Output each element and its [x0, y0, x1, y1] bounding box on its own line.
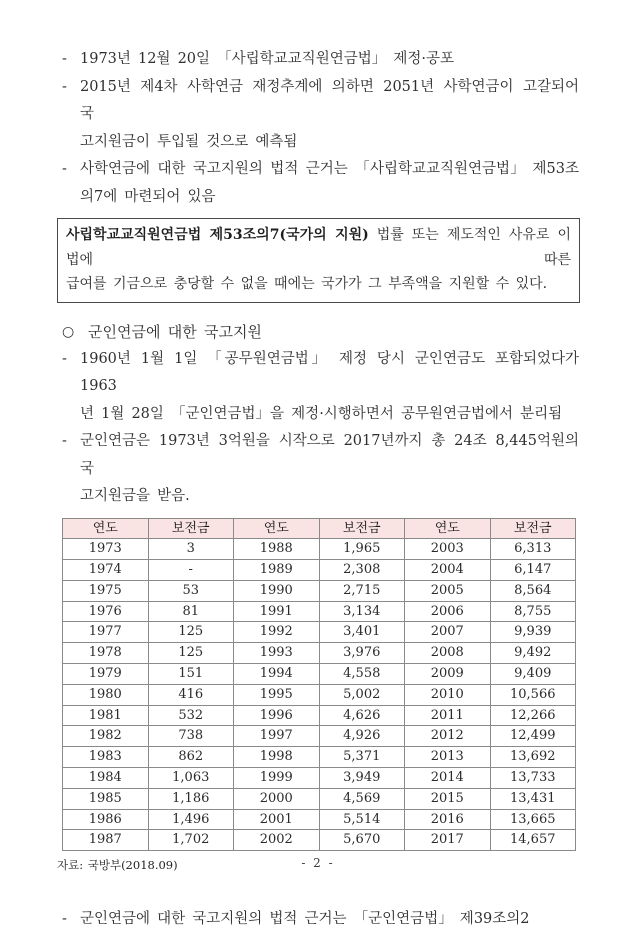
bullet-text: 사학연금에 대한 국고지원의 법적 근거는 「사립학교교직원연금법」 제53조	[80, 161, 579, 177]
table-row	[63, 560, 576, 581]
table-cell: 1981	[63, 705, 149, 726]
table-cell: 2014	[405, 768, 491, 789]
table-cell: 1,965	[319, 539, 405, 560]
table-cell: 1993	[234, 643, 320, 664]
table-cell: 125	[148, 643, 234, 664]
table-row	[63, 705, 576, 726]
dash-bullet: -	[62, 161, 67, 177]
table-cell: 532	[148, 705, 234, 726]
table-cell: 4,626	[319, 705, 405, 726]
table-cell: 1995	[234, 684, 320, 705]
bullet-text: 고지원금을 받음.	[80, 488, 190, 504]
table-cell: 9,409	[490, 664, 576, 685]
table-cell: 14,657	[490, 830, 576, 851]
bullet-text: 군인연금에 대한 국고지원의 법적 근거는 「군인연금법」 제39조의2	[80, 911, 530, 928]
table-cell: 416	[148, 684, 234, 705]
table-cell: 5,670	[319, 830, 405, 851]
table-cell: 1986	[63, 809, 149, 830]
subsidy-table-body	[63, 539, 576, 851]
dash-bullet: -	[62, 350, 67, 367]
bullet-item	[62, 46, 579, 74]
table-cell: 2004	[405, 560, 491, 581]
table-cell: 1982	[63, 726, 149, 747]
table-cell: 1977	[63, 622, 149, 643]
table-row	[63, 643, 576, 664]
table-cell: 1991	[234, 601, 320, 622]
table-cell: 1,063	[148, 768, 234, 789]
table-cell: 2005	[405, 580, 491, 601]
table-cell: 5,002	[319, 684, 405, 705]
table-cell: 1990	[234, 580, 320, 601]
bullet-text: 1960년 1월 1일 「공무원연금법」 제정 당시 군인연금도 포함되었다가 1963	[80, 350, 579, 394]
table-cell: 13,733	[490, 768, 576, 789]
table-cell: 4,926	[319, 726, 405, 747]
column-header: 연도	[405, 518, 491, 539]
table-row	[63, 664, 576, 685]
table-cell: 2012	[405, 726, 491, 747]
table-cell: 13,692	[490, 747, 576, 768]
table-row	[63, 580, 576, 601]
table-cell: 2007	[405, 622, 491, 643]
table-cell: 9,492	[490, 643, 576, 664]
column-header: 보전금	[319, 518, 405, 539]
table-cell: 1980	[63, 684, 149, 705]
table-cell: 1989	[234, 560, 320, 581]
table-cell: 81	[148, 601, 234, 622]
bullet-item	[62, 74, 579, 129]
dash-bullet: -	[62, 433, 67, 449]
table-cell: 1996	[234, 705, 320, 726]
table-cell: 1997	[234, 726, 320, 747]
table-cell: 2003	[405, 539, 491, 560]
table-cell: 3,134	[319, 601, 405, 622]
table-row	[63, 830, 576, 851]
bottom-bullet-section	[62, 906, 579, 934]
indent-spacer	[62, 184, 80, 212]
table-cell: 5,514	[319, 809, 405, 830]
table-cell: 12,499	[490, 726, 576, 747]
table-cell: 12,266	[490, 705, 576, 726]
bullet-continuation	[62, 483, 579, 511]
table-cell: 2,308	[319, 560, 405, 581]
column-header: 보전금	[148, 518, 234, 539]
table-cell: 2017	[405, 830, 491, 851]
bullet-item	[62, 428, 579, 483]
table-cell: 1979	[63, 664, 149, 685]
table-cell: 9,939	[490, 622, 576, 643]
table-cell: 2010	[405, 684, 491, 705]
section-heading	[62, 318, 579, 346]
table-cell: 53	[148, 580, 234, 601]
table-cell: 5,371	[319, 747, 405, 768]
table-cell: 125	[148, 622, 234, 643]
table-row	[63, 601, 576, 622]
table-cell: 738	[148, 726, 234, 747]
table-cell: 1,186	[148, 788, 234, 809]
subsidy-table-header-row	[63, 518, 576, 539]
table-cell: 1975	[63, 580, 149, 601]
table-row	[63, 747, 576, 768]
table-cell: 13,431	[490, 788, 576, 809]
table-cell: 2011	[405, 705, 491, 726]
column-header: 연도	[63, 518, 149, 539]
table-cell: 1998	[234, 747, 320, 768]
table-cell: 8,755	[490, 601, 576, 622]
table-cell: 1992	[234, 622, 320, 643]
table-row	[63, 788, 576, 809]
table-cell: 2006	[405, 601, 491, 622]
table-cell: 4,558	[319, 664, 405, 685]
bullet-item	[62, 156, 579, 184]
table-cell: 6,313	[490, 539, 576, 560]
dash-bullet: -	[62, 78, 67, 95]
law-text: 법률 또는 제도적인 사유로 이 법에 따른	[66, 227, 572, 268]
table-cell: 1978	[63, 643, 149, 664]
bullet-text: 년 1월 28일 「군인연금법」을 제정·시행하면서 공무원연금법에서 분리됨	[80, 405, 563, 422]
table-cell: 1973	[63, 539, 149, 560]
table-cell: 1999	[234, 768, 320, 789]
bullet-continuation	[62, 129, 579, 157]
table-cell: 1985	[63, 788, 149, 809]
bullet-text: 고지원금이 투입될 것으로 예측됨	[80, 133, 298, 150]
table-cell: 1,496	[148, 809, 234, 830]
table-cell: 2008	[405, 643, 491, 664]
bullet-item	[62, 346, 579, 401]
table-cell: 1976	[63, 601, 149, 622]
table-row	[63, 539, 576, 560]
table-cell: 2009	[405, 664, 491, 685]
table-cell: 151	[148, 664, 234, 685]
indent-spacer	[62, 401, 80, 429]
table-cell: 3	[148, 539, 234, 560]
page-content	[57, 46, 579, 934]
table-cell: 2013	[405, 747, 491, 768]
law-box-line: 급여를 기금으로 충당할 수 없을 때에는 국가가 그 부족액을 지원할 수 있다.	[66, 276, 548, 292]
bullet-continuation	[62, 401, 579, 429]
table-cell: 2001	[234, 809, 320, 830]
table-row	[63, 768, 576, 789]
bullet-text: 1973년 12월 20일 「사립학교교직원연금법」 제정·공포	[80, 51, 454, 67]
bullet-text: 의7에 마련되어 있음	[80, 188, 216, 205]
table-cell: 1987	[63, 830, 149, 851]
table-cell: 3,401	[319, 622, 405, 643]
table-cell: 8,564	[490, 580, 576, 601]
bullet-text: 군인연금은 1973년 3억원을 시작으로 2017년까지 총 24조 8,445억원의 국	[80, 433, 579, 477]
bullet-continuation	[62, 184, 579, 212]
table-cell: -	[148, 560, 234, 581]
table-row	[63, 726, 576, 747]
subsidy-table	[62, 518, 576, 852]
dash-bullet: -	[62, 911, 67, 928]
table-cell: 1984	[63, 768, 149, 789]
dash-bullet: -	[62, 51, 67, 67]
table-cell: 6,147	[490, 560, 576, 581]
table-cell: 3,949	[319, 768, 405, 789]
table-cell: 2016	[405, 809, 491, 830]
table-cell: 1974	[63, 560, 149, 581]
indent-spacer	[62, 129, 80, 157]
law-box-line	[66, 223, 571, 272]
table-cell: 1983	[63, 747, 149, 768]
table-cell: 4,569	[319, 788, 405, 809]
table-cell: 13,665	[490, 809, 576, 830]
table-row	[63, 809, 576, 830]
table-cell: 3,976	[319, 643, 405, 664]
table-row	[63, 684, 576, 705]
table-cell: 2015	[405, 788, 491, 809]
column-header: 연도	[234, 518, 320, 539]
law-citation-box	[57, 218, 580, 303]
table-cell: 1,702	[148, 830, 234, 851]
table-cell: 1994	[234, 664, 320, 685]
table-cell: 862	[148, 747, 234, 768]
table-cell: 1988	[234, 539, 320, 560]
section-heading-text: 군인연금에 대한 국고지원	[88, 322, 262, 341]
indent-spacer	[62, 483, 80, 511]
circle-bullet: ○	[62, 323, 75, 340]
table-cell: 2000	[234, 788, 320, 809]
bullet-item	[62, 906, 579, 934]
table-cell: 2002	[234, 830, 320, 851]
table-cell: 2,715	[319, 580, 405, 601]
bullet-text: 2015년 제4차 사학연금 재정추계에 의하면 2051년 사학연금이 고갈되어 국	[80, 78, 579, 122]
law-title: 사립학교교직원연금법 제53조의7(국가의 지원)	[66, 227, 369, 243]
page-number: - 2 -	[301, 856, 335, 870]
table-source: 자료: 국방부(2018.09)	[57, 858, 178, 873]
table-row	[63, 622, 576, 643]
table-cell: 10,566	[490, 684, 576, 705]
section2-bullets	[62, 346, 579, 511]
column-header: 보전금	[490, 518, 576, 539]
